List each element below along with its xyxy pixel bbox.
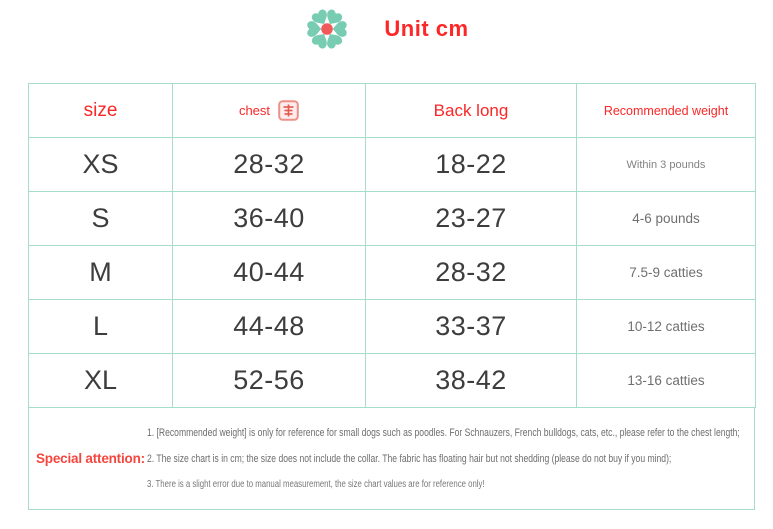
back-long-cell: 28-32 — [366, 246, 577, 300]
col-header-weight: Recommended weight — [577, 84, 756, 138]
table-row-l — [29, 300, 756, 354]
back-long-cell: 33-37 — [366, 300, 577, 354]
chest-cell: 44-48 — [173, 300, 366, 354]
size-cell: S — [29, 192, 173, 246]
size-cell: L — [29, 300, 173, 354]
size-chart-panel — [28, 83, 755, 510]
size-cell: XL — [29, 354, 173, 408]
col-header-chest — [173, 84, 366, 138]
weight-cell: 10-12 catties — [577, 300, 756, 354]
note-item-3: 3. There is a slight error due to manual measurement, the size chart values are for reference only! — [147, 479, 485, 490]
table-header-row — [29, 84, 756, 138]
weight-cell: Within 3 pounds — [577, 138, 756, 192]
table-row-m — [29, 246, 756, 300]
weight-cell: 7.5-9 catties — [577, 246, 756, 300]
table-row-xs — [29, 138, 756, 192]
page-title: Unit cm — [384, 16, 469, 41]
size-cell: XS — [29, 138, 173, 192]
page-header — [0, 4, 773, 54]
weight-cell: 4-6 pounds — [577, 192, 756, 246]
notes-section — [28, 408, 755, 510]
note-item-1: 1. [Recommended weight] is only for reference for small dogs such as poodles. For Schnauzers, French bulldogs, cats, etc., please refer to the chest length; — [147, 427, 740, 439]
chest-cell: 36-40 — [173, 192, 366, 246]
table-row-s — [29, 192, 756, 246]
flower-icon — [304, 6, 350, 52]
note-item-2: 2. The size chart is in cm; the size does not include the collar. The fabric has floating hair but not shedding (please do not buy if you mind); — [147, 453, 672, 465]
size-cell: M — [29, 246, 173, 300]
notes-list — [147, 427, 754, 490]
back-long-cell: 38-42 — [366, 354, 577, 408]
weight-cell: 13-16 catties — [577, 354, 756, 408]
back-long-cell: 18-22 — [366, 138, 577, 192]
col-header-chest-label: chest — [238, 103, 271, 118]
girth-stamp-icon — [278, 100, 299, 121]
special-attention-label: Special attention: — [36, 451, 145, 466]
chest-cell: 40-44 — [173, 246, 366, 300]
col-header-size: size — [29, 84, 173, 138]
chest-cell: 52-56 — [173, 354, 366, 408]
size-table — [28, 83, 756, 408]
col-header-back-long: Back long — [366, 84, 577, 138]
chest-cell: 28-32 — [173, 138, 366, 192]
table-row-xl — [29, 354, 756, 408]
back-long-cell: 23-27 — [366, 192, 577, 246]
